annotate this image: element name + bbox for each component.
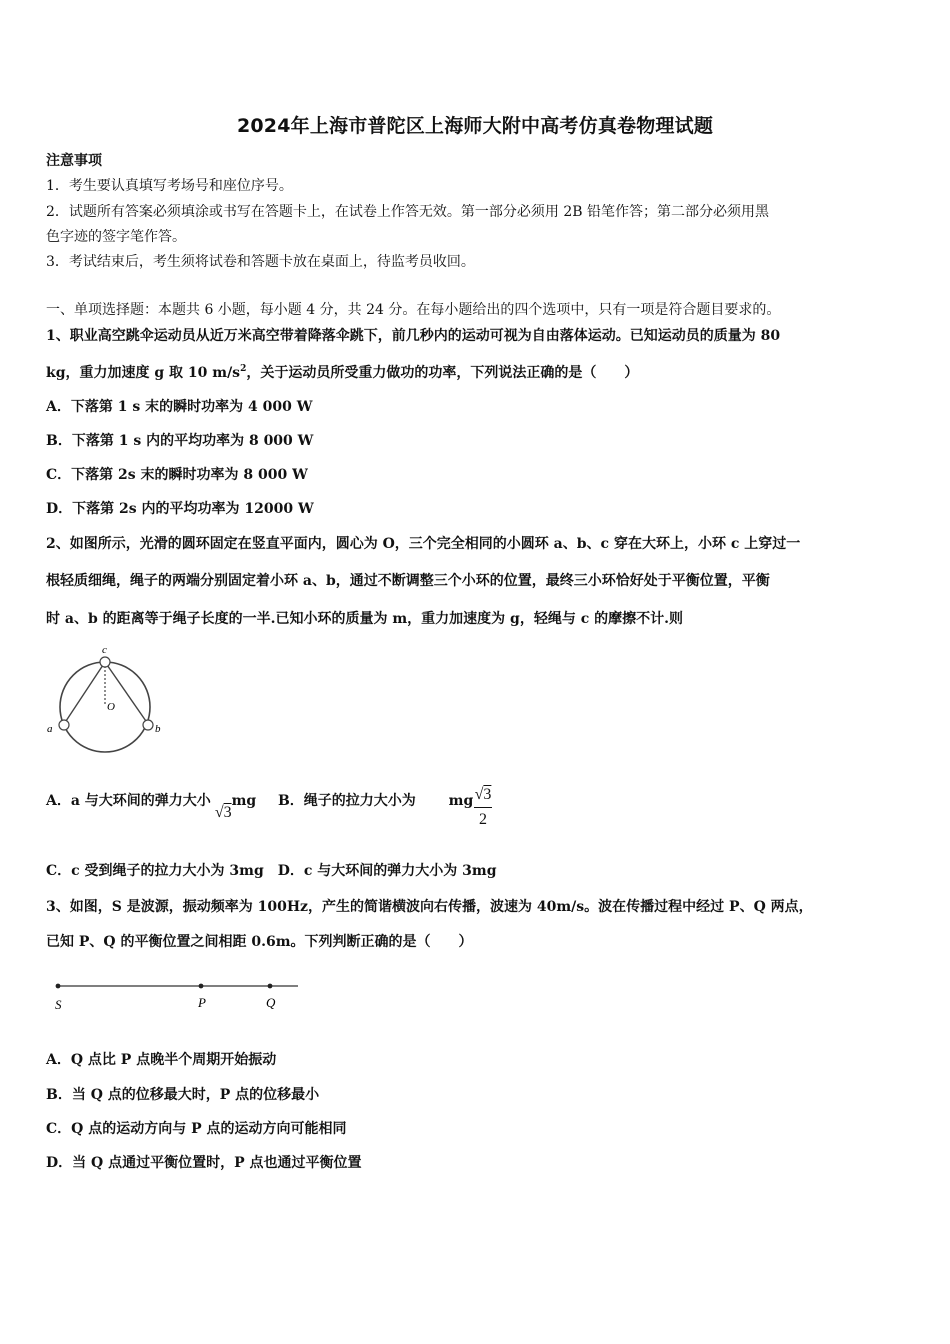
label-p: P (198, 995, 206, 1010)
q1-option-c: C．下落第 2s 末的瞬时功率为 8 000 W (46, 467, 308, 483)
notice-item: 3．考试结束后，考生须将试卷和答题卡放在桌面上，待监考员收回。 (46, 254, 475, 270)
point-q (268, 984, 273, 989)
label-q: Q (266, 995, 276, 1010)
q2-option-b-fraction: $\frac{√3}{2}$ (474, 786, 492, 828)
q3-stem-line1: 3、如图，S 是波源，振动频率为 100Hz，产生的简谐横波向右传播，波速为 40m/s。波在传播过程中经过 P、Q 两点， (46, 899, 813, 915)
q1-stem-line1: 1、职业高空跳伞运动员从近万米高空带着降落伞跳下，前几秒内的运动可视为自由落体运动。已知运动员的质量为 80 (46, 328, 781, 344)
q1-option-a: A．下落第 1 s 末的瞬时功率为 4 000 W (46, 399, 313, 415)
ring-a (59, 720, 69, 730)
q2-option-c-d: C．c 受到绳子的拉力大小为 3mg D．c 与大环间的弹力大小为 3mg (46, 863, 497, 879)
rope-right (105, 662, 148, 724)
notice-heading: 注意事项 (46, 153, 102, 169)
q2-stem-line3: 时 a、b 的距离等于绳子长度的一半.已知小环的质量为 m，重力加速度为 g，轻绳与 c 的摩擦不计.则 (46, 611, 683, 627)
q3-wave-figure (48, 976, 308, 1016)
q1-option-d: D．下落第 2s 内的平均功率为 12000 W (46, 501, 314, 517)
label-c: c (102, 644, 107, 656)
page-title: 2024年上海市普陀区上海师大附中高考仿真卷物理试题 (236, 115, 714, 137)
q2-stem-line2: 根轻质细绳，绳子的两端分别固定着小环 a、b，通过不断调整三个小环的位置，最终三小环恰好处于平衡位置，平衡 (46, 573, 770, 589)
q3-option-c: C．Q 点的运动方向与 P 点的运动方向可能相同 (46, 1121, 347, 1137)
q3-option-d: D．当 Q 点通过平衡位置时，P 点也通过平衡位置 (46, 1155, 362, 1171)
notice-item: 2．试题所有答案必须填涂或书写在答题卡上，在试卷上作答无效。第一部分必须用 2B 铅笔作答；第二部分必须用黑 (46, 204, 769, 220)
q3-option-b: B．当 Q 点的位移最大时，P 点的位移最小 (46, 1087, 320, 1103)
ring-b (143, 720, 153, 730)
label-s: S (55, 997, 62, 1012)
q1-option-b: B．下落第 1 s 内的平均功率为 8 000 W (46, 433, 314, 449)
rope-left (64, 662, 105, 724)
notice-item: 色字迹的签字笔作答。 (46, 229, 186, 245)
ring-c (100, 657, 110, 667)
label-b: b (155, 723, 161, 735)
point-p (199, 984, 204, 989)
q1-stem-line2: kg，重力加速度 g 取 10 $m/s^2$，关于运动员所受重力做功的功率，下列说法正确的是（ ） (46, 364, 639, 381)
notice-item: 1．考生要认真填写考场号和座位序号。 (46, 178, 293, 194)
label-o: O (107, 701, 115, 713)
q2-ring-figure (44, 644, 164, 756)
q3-stem-line2: 已知 P、Q 的平衡位置之间相距 0.6m。下列判断正确的是（ ） (46, 934, 473, 950)
label-a: a (47, 723, 53, 735)
section-header: 一、单项选择题：本题共 6 小题，每小题 4 分，共 24 分。在每小题给出的四个选项中，只有一项是符合题目要求的。 (46, 302, 781, 318)
q2-stem-line1: 2、如图所示，光滑的圆环固定在竖直平面内，圆心为 O，三个完全相同的小圆环 a、b、c 穿在大环上，小环 c 上穿过一 (46, 536, 801, 552)
q2-option-a-b: A．a 与大环间的弹力大小√3mg B．绳子的拉力大小为 mg (46, 793, 474, 821)
q3-option-a: A．Q 点比 P 点晚半个周期开始振动 (46, 1052, 277, 1068)
point-s (56, 984, 61, 989)
